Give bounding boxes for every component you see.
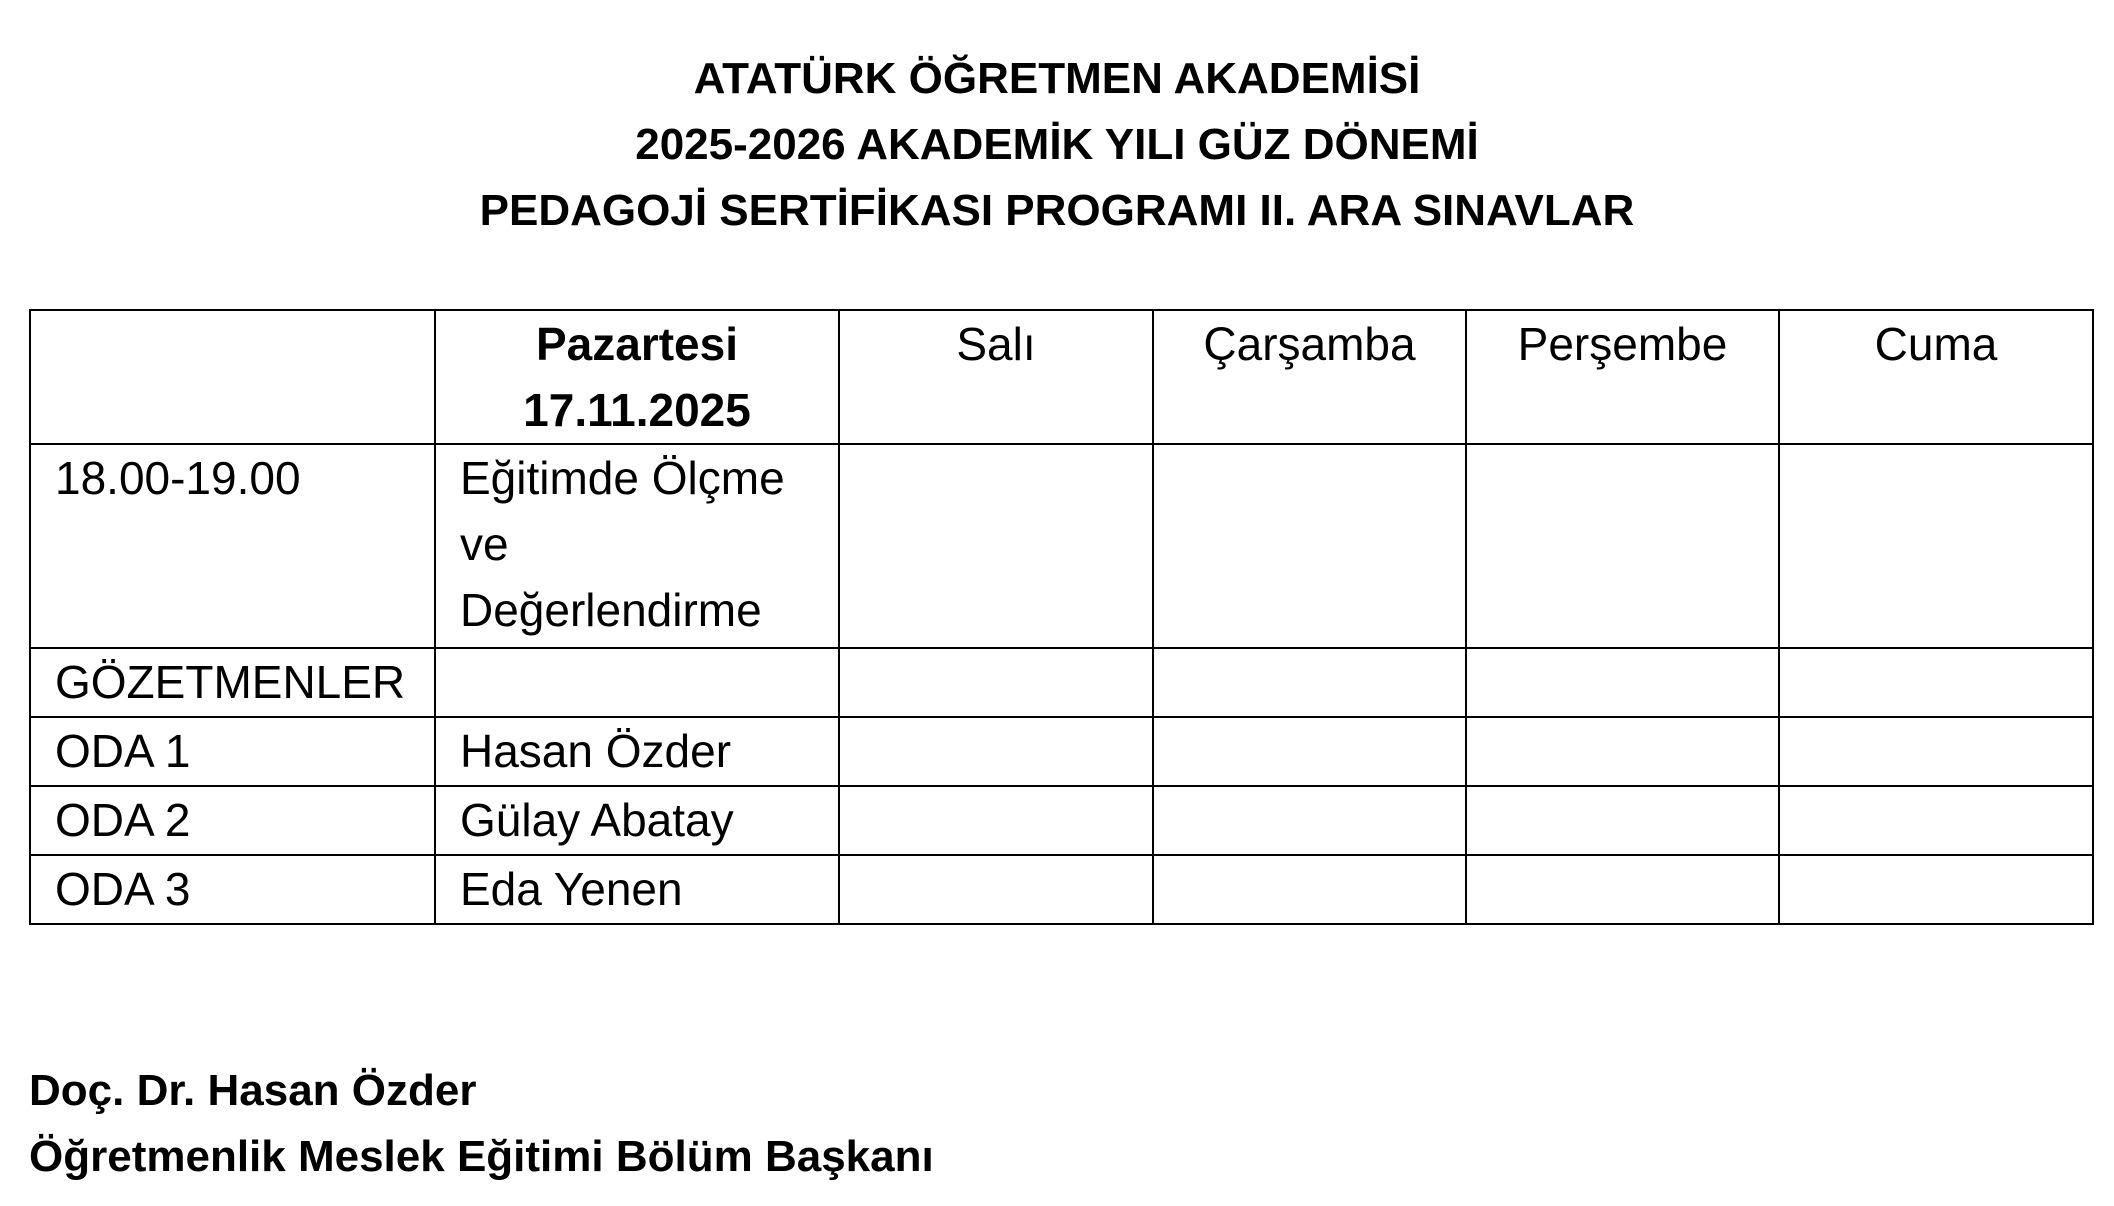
header-cell-monday bbox=[435, 310, 839, 444]
day-label: Çarşamba bbox=[1203, 318, 1416, 370]
table-cell bbox=[1779, 444, 2093, 648]
table-cell bbox=[1779, 786, 2093, 855]
header-cell-thursday bbox=[1466, 310, 1779, 444]
signature-block bbox=[29, 1058, 934, 1190]
table-cell bbox=[1153, 786, 1466, 855]
table-cell bbox=[1466, 717, 1779, 786]
date-label: 17.11.2025 bbox=[523, 384, 751, 436]
header-cell-tuesday bbox=[839, 310, 1153, 444]
table-cell bbox=[1153, 444, 1466, 648]
row-label: 18.00-19.00 bbox=[30, 444, 435, 648]
signatory-name: Doç. Dr. Hasan Özder bbox=[29, 1066, 477, 1115]
table-cell bbox=[435, 648, 839, 717]
signatory-title: Öğretmenlik Meslek Eğitimi Bölüm Başkanı bbox=[29, 1132, 934, 1181]
table-cell bbox=[1779, 717, 2093, 786]
row-label: GÖZETMENLER bbox=[30, 648, 435, 717]
table-cell bbox=[839, 444, 1153, 648]
table-row bbox=[30, 648, 2093, 717]
exam-schedule-table bbox=[29, 309, 2094, 925]
day-label: Cuma bbox=[1874, 318, 1998, 370]
table-row bbox=[30, 444, 2093, 648]
row-label: ODA 1 bbox=[30, 717, 435, 786]
table-cell bbox=[1779, 648, 2093, 717]
table-row bbox=[30, 717, 2093, 786]
document-header bbox=[0, 46, 2114, 244]
table-cell bbox=[1466, 648, 1779, 717]
row-label: ODA 2 bbox=[30, 786, 435, 855]
table-cell bbox=[1466, 786, 1779, 855]
institution-title: ATATÜRK ÖĞRETMEN AKADEMİSİ bbox=[693, 54, 1421, 103]
table-row bbox=[30, 855, 2093, 924]
table-cell: Gülay Abatay bbox=[435, 786, 839, 855]
table-cell bbox=[839, 717, 1153, 786]
header-cell-friday bbox=[1779, 310, 2093, 444]
row-label: ODA 3 bbox=[30, 855, 435, 924]
table-cell bbox=[1153, 648, 1466, 717]
table-cell: Hasan Özder bbox=[435, 717, 839, 786]
header-cell-empty bbox=[30, 310, 435, 444]
header-cell-wednesday bbox=[1153, 310, 1466, 444]
table-cell bbox=[839, 786, 1153, 855]
exam-program-title: PEDAGOJİ SERTİFİKASI PROGRAMI II. ARA SINAVLAR bbox=[479, 186, 1635, 235]
table-cell bbox=[1779, 855, 2093, 924]
day-label: Perşembe bbox=[1517, 318, 1728, 370]
table-cell bbox=[1466, 855, 1779, 924]
table-cell bbox=[1153, 855, 1466, 924]
table-cell bbox=[1466, 444, 1779, 648]
table-cell: Eda Yenen bbox=[435, 855, 839, 924]
academic-term-title: 2025-2026 AKADEMİK YILI GÜZ DÖNEMİ bbox=[635, 120, 1479, 169]
day-label: Salı bbox=[956, 318, 1036, 370]
table-cell: Eğitimde Ölçme ve Değerlendirme bbox=[435, 444, 839, 648]
table-header-row bbox=[30, 310, 2093, 444]
table-cell bbox=[839, 855, 1153, 924]
table-cell bbox=[1153, 717, 1466, 786]
table-cell bbox=[839, 648, 1153, 717]
day-label: Pazartesi bbox=[535, 318, 738, 370]
table-row bbox=[30, 786, 2093, 855]
